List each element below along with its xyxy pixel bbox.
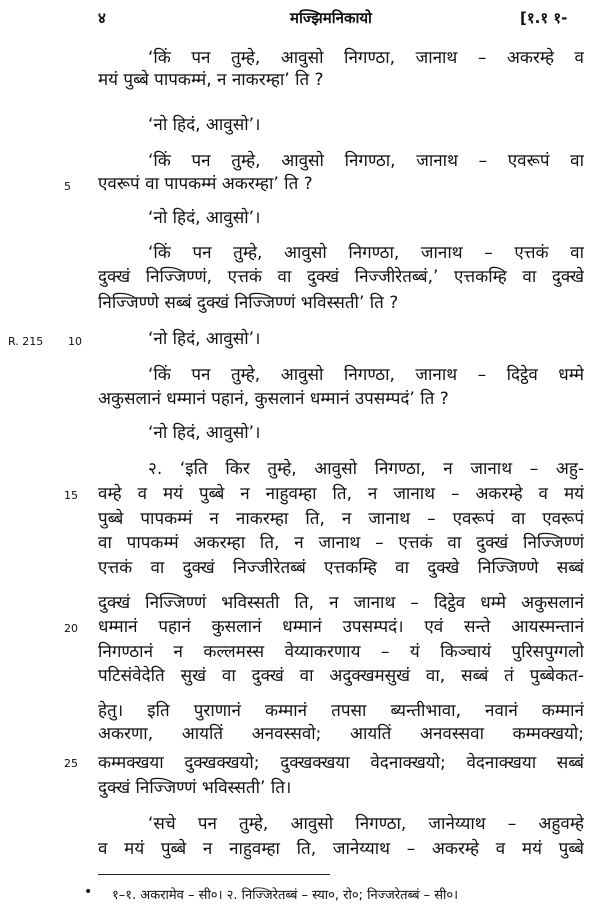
- text-line: निगण्ठानं न कल्लमस्स वेय्याकरणाय – यं किञ्चायं पुरिसपुग्गलो: [98, 642, 584, 662]
- section-marker: [१.१ १-: [520, 9, 568, 27]
- line-number-10: 10: [68, 335, 82, 348]
- text-line: दुक्खं निज्जिण्णं भविस्सती’ ति।: [98, 778, 292, 798]
- text-line: अकुसलानं धम्मानं पहानं, कुसलानं धम्मानं उपसम्पदं’ ति ?: [98, 389, 449, 409]
- page-number: ४: [98, 9, 106, 27]
- text-line: दुक्खं निज्जिण्णं, एत्तकं वा दुक्खं निज्जीरेतब्बं,’ एत्तकम्हि वा दुक्खे: [98, 267, 584, 287]
- text-line: २. ‘इति किर तुम्हे, आवुसो निगण्ठा, न जानाथ – अहु-: [148, 459, 584, 479]
- pts-page-ref: R. 215: [8, 335, 44, 348]
- text-line: ‘किं पन तुम्हे, आवुसो निगण्ठा, जानाथ – दिट्ठेव धम्मे: [148, 365, 584, 385]
- text-line: अकरणा, आयतिं अनवस्सवो; आयतिं अनवस्सवा कम्मक्खयो;: [98, 724, 584, 744]
- text-line: हेतु। इति पुराणानं कम्मानं तपसा ब्यन्तीभावा, नवानं कम्मानं: [98, 701, 584, 721]
- text-line: दुक्खं निज्जिण्णं भविस्सती ति, न जानाथ – दिट्ठेव धम्मे अकुसलानं: [98, 593, 584, 613]
- text-line: ‘किं पन तुम्हे, आवुसो निगण्ठा, जानाथ – एत्तकं वा: [148, 243, 584, 263]
- text-line: व मयं पुब्बे न नाहुवम्हा ति, जानेय्याथ – अकरम्हे व मयं पुब्बे: [98, 839, 584, 859]
- text-line: एत्तकं वा दुक्खं निज्जीरेतब्बं एत्तकम्हि वा दुक्खे निज्जिण्णे सब्बं: [98, 558, 584, 578]
- running-title: मज्झिमनिकायो: [290, 9, 372, 27]
- text-line: कम्मक्खया दुक्खक्खयो; दुक्खक्खया वेदनाक्खयो; वेदनाक्खया सब्बं: [98, 753, 584, 773]
- line-number-15: 15: [64, 489, 78, 502]
- footnote-rule: [98, 874, 330, 875]
- text-line: मयं पुब्बे पापकम्मं, न नाकरम्हा’ ति ?: [98, 70, 324, 90]
- text-line: ‘नो हिदं, आवुसो’।: [148, 329, 261, 349]
- text-line: ‘नो हिदं, आवुसो’।: [148, 208, 261, 228]
- text-line: पटिसंवेदेति सुखं वा दुक्खं वा अदुक्खमसुखं वा, सब्बं तं पुब्बेकत-: [98, 666, 584, 686]
- line-number-20: 20: [64, 622, 78, 635]
- line-number-5: 5: [64, 180, 71, 193]
- text-line: वम्हे व मयं पुब्बे न नाहुवम्हा ति, न जानाथ – अकरम्हे व मयं: [98, 484, 584, 504]
- text-line: ‘किं पन तुम्हे, आवुसो निगण्ठा, जानाथ – अकरम्हे व: [148, 48, 584, 68]
- footnote: १–१. अकरामेव – सी०। २. निज्जिरेतब्बं – स्या०, रो०; निज्जरेतब्बं – सी०।: [112, 888, 459, 903]
- text-line: एवरूपं वा पापकम्मं अकरम्हा’ ति ?: [98, 174, 313, 194]
- text-line: निज्जिण्णे सब्बं दुक्खं निज्जिण्णं भविस्सती’ ति ?: [98, 293, 399, 313]
- text-line: वा पापकम्मं अकरम्हा ति, न जानाथ – एत्तकं वा दुक्खं निज्जिण्णं: [98, 533, 584, 553]
- text-line: ‘नो हिदं, आवुसो’।: [148, 423, 261, 443]
- text-line: ‘नो हिदं, आवुसो’।: [148, 115, 261, 135]
- text-line: ‘सचे पन तुम्हे, आवुसो निगण्ठा, जानेय्याथ – अहुवम्हे: [148, 814, 584, 834]
- text-line: ‘किं पन तुम्हे, आवुसो निगण्ठा, जानाथ – एवरूपं वा: [148, 151, 584, 171]
- text-line: पुब्बे पापकम्मं न नाकरम्हा ति, न जानाथ – एवरूपं वा एवरूपं: [98, 509, 584, 529]
- bullet-mark: •: [84, 884, 93, 900]
- line-number-25: 25: [64, 757, 78, 770]
- text-line: धम्मानं पहानं कुसलानं धम्मानं उपसम्पदं। एवं सन्ते आयस्मन्तानं: [98, 617, 584, 637]
